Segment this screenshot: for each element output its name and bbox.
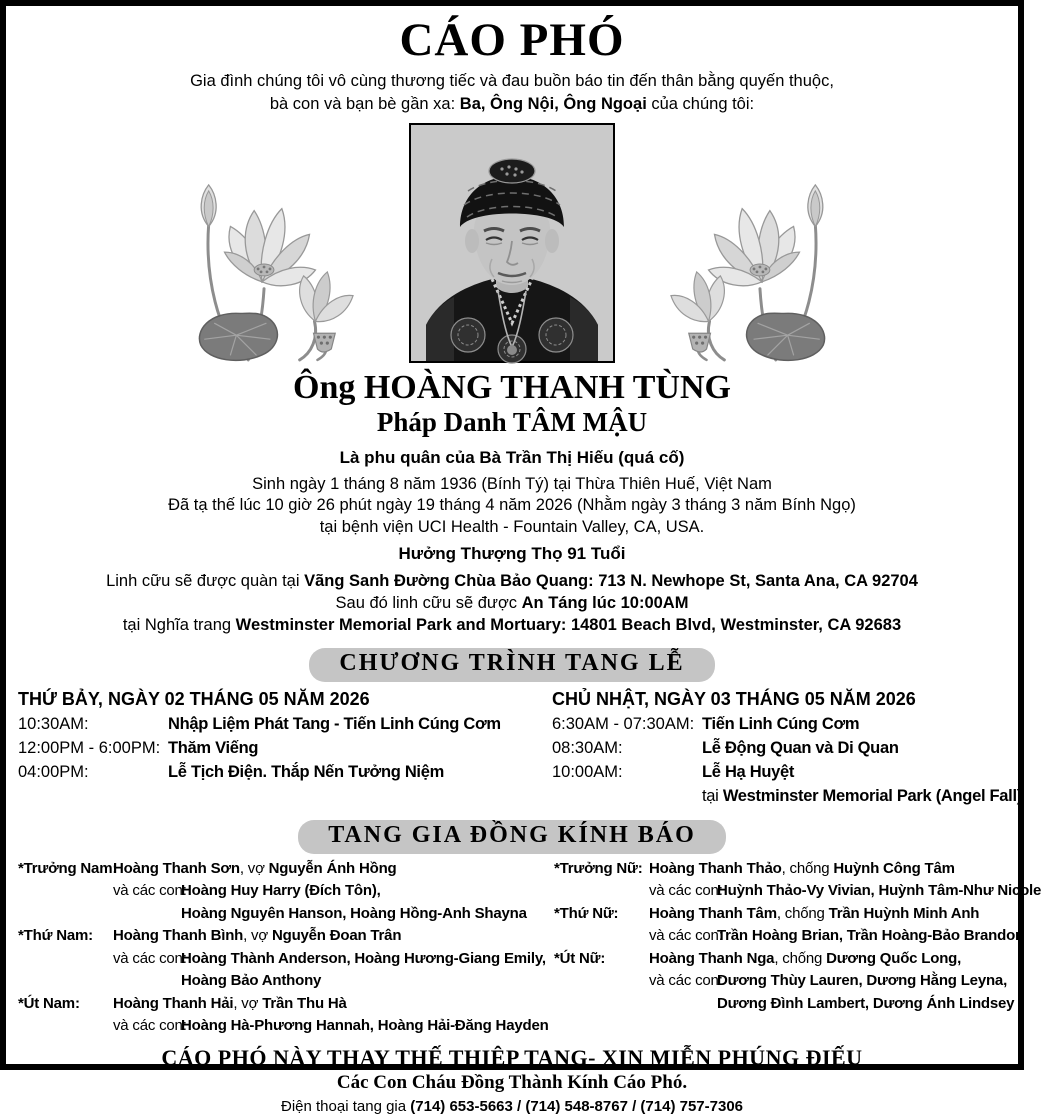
lotus-left-image (179, 165, 357, 363)
footer-notice: CÁO PHÓ NÀY THAY THẾ THIỆP TANG- XIN MIỄN PHÚNG ĐIẾU (161, 1044, 863, 1070)
children-label: và các con: (113, 1017, 187, 1035)
dharma-name: Pháp Danh TÂM MẬU (376, 406, 648, 437)
children-label: và các con: (649, 882, 723, 900)
family-label-spacer (18, 880, 113, 903)
children-line: Hoàng Nguyên Hanson, Hoàng Hồng-Anh Shayna (181, 904, 527, 922)
services-location-text (6, 571, 1018, 636)
children-line: Hoàng Thành Anderson, Hoàng Hương-Giang Emily, (181, 949, 546, 967)
intro-text (6, 70, 1018, 115)
family-entry-main-row (18, 925, 554, 948)
family-column-left (18, 858, 554, 1038)
event-name: Thăm Viếng (168, 738, 259, 757)
family-children-row (18, 1015, 554, 1038)
lotus-right-image (667, 165, 845, 363)
children-line: Hoàng Hà-Phương Hannah, Hoàng Hải-Đăng Hayden (181, 1017, 549, 1035)
program-section (6, 682, 1022, 809)
family-label-spacer (18, 948, 113, 971)
family-entry-names: Hoàng Thanh Hải, vợ Trần Thu Hà (113, 994, 347, 1012)
children-line: Dương Thùy Lauren, Dương Hằng Leyna, (717, 972, 1008, 990)
children-label: và các con: (113, 949, 187, 967)
family-entry (554, 903, 1041, 948)
event-time: 10:30AM: (18, 714, 89, 733)
cemetery-line: tại Nghĩa trang Westminster Memorial Park and Mortuary: 14801 Beach Blvd, Westminster, CA 92683 (122, 615, 902, 634)
family-entry (554, 948, 1041, 1016)
footer-signoff: Các Con Cháu Đồng Thành Kính Cáo Phó. (336, 1071, 688, 1093)
program-day-title: THỨ BẢY, NGÀY 02 THÁNG 05 NĂM 2026 (18, 688, 370, 709)
footer (6, 1045, 1018, 1115)
event-location: tại Westminster Memorial Park (Angel Fall) (702, 787, 1022, 806)
children-label: và các con: (649, 972, 723, 990)
children-label: và các con: (649, 927, 723, 945)
spouse-line: Là phu quân của Bà Trần Thị Hiếu (quá cố) (339, 447, 685, 467)
family-entry-label: *Út Nữ: (554, 949, 606, 967)
program-day-title: CHỦ NHẬT, NGÀY 03 THÁNG 05 NĂM 2026 (552, 688, 916, 709)
family-entry-names: Hoàng Thanh Thảo, chống Huỳnh Công Tâm (649, 859, 955, 877)
family-entry-names: Hoàng Thanh Sơn, vợ Nguyễn Ánh Hồng (113, 859, 397, 877)
children-line: Trần Hoàng Brian, Trần Hoàng-Bảo Brandon (717, 927, 1025, 945)
program-event-row (552, 760, 1022, 784)
death-place-line: tại bệnh viện UCI Health - Fountain Valley, CA, USA. (319, 517, 705, 536)
page-title: CÁO PHÓ (399, 14, 625, 66)
deceased-name: Ông HOÀNG THANH TÙNG (293, 368, 731, 406)
family-entry-label: *Thứ Nữ: (554, 904, 619, 922)
family-children-row (18, 948, 554, 971)
family-children-row (18, 880, 554, 903)
event-name: Lễ Tịch Điện. Thắp Nến Tưởng Niệm (168, 763, 444, 782)
family-entry-main-row (554, 948, 1041, 971)
intro-line-2: bà con và bạn bè gần xa: Ba, Ông Nội, Ông Ngoại của chúng tôi: (269, 94, 755, 113)
family-entry (554, 858, 1041, 903)
family-entry-main-row (18, 993, 554, 1016)
children-line: Hoàng Huy Harry (Đích Tôn), (181, 882, 381, 900)
footer-phone-line: Điện thoại tang gia (714) 653-5663 / (714) 548-8767 / (714) 757-7306 (281, 1097, 743, 1115)
children-line: Dương Đình Lambert, Dương Ánh Lindsey (717, 994, 1015, 1012)
family-entry-label: *Trưởng Nam: (18, 859, 118, 877)
program-event-row (18, 712, 552, 736)
event-time: 08:30AM: (552, 738, 623, 757)
death-line: Đã tạ thế lúc 10 giờ 26 phút ngày 19 tháng 4 năm 2026 (Nhằm ngày 3 tháng 3 năm Bính Ngọ) (168, 496, 856, 515)
age-line: Hưởng Thượng Thọ 91 Tuổi (398, 544, 626, 564)
intro-line-1: Gia đình chúng tôi vô cùng thương tiếc và đau buồn báo tin đến thân bằng quyến thuộc, (190, 72, 834, 91)
burial-line: Sau đó linh cữu sẽ được An Táng lúc 10:00AM (335, 593, 689, 612)
family-header-pill: TANG GIA ĐỒNG KÍNH BÁO (298, 820, 726, 854)
family-section (6, 854, 1041, 1038)
children-label: và các con: (113, 882, 187, 900)
event-name: Nhập Liệm Phát Tang - Tiến Linh Cúng Cơm (168, 714, 501, 733)
family-entry-names: Hoàng Thanh Nga, chống Dương Quốc Long, (649, 949, 962, 967)
photo-row (6, 123, 1018, 363)
family-entry-label: *Thứ Nam: (18, 927, 93, 945)
family-label-spacer (554, 925, 649, 948)
family-children-row (554, 880, 1041, 903)
event-time: 04:00PM: (18, 763, 89, 782)
family-label-spacer (554, 880, 649, 903)
family-entry-names: Hoàng Thanh Bình, vợ Nguyễn Đoan Trân (113, 927, 402, 945)
family-entry-main-row (18, 858, 554, 881)
family-entry-label: *Út Nam: (18, 994, 80, 1012)
family-label-spacer (554, 970, 649, 993)
program-day-sunday (552, 687, 1022, 809)
repose-line: Linh cữu sẽ được quàn tại Vãng Sanh Đường Chùa Bảo Quang: 713 N. Newhope St, Santa Ana, CA 92704 (106, 572, 918, 591)
program-event-row (552, 712, 1022, 736)
family-entry-main-row (554, 858, 1041, 881)
family-entry-names: Hoàng Thanh Tâm, chống Trần Huỳnh Minh Anh (649, 904, 980, 922)
event-time: 12:00PM - 6:00PM: (18, 738, 161, 757)
family-entry-label: *Trưởng Nữ: (554, 859, 643, 877)
event-time: 10:00AM: (552, 763, 623, 782)
event-name: Tiến Linh Cúng Cơm (702, 714, 860, 733)
bio-text (6, 474, 1018, 538)
family-label-spacer (18, 1015, 113, 1038)
birth-line: Sinh ngày 1 tháng 8 năm 1936 (Bính Tý) tại Thừa Thiên Huế, Việt Nam (252, 474, 772, 493)
family-column-right (554, 858, 1041, 1038)
event-time-spacer (552, 784, 702, 808)
program-event-row (552, 736, 1022, 760)
program-event-row (18, 760, 552, 784)
family-entry (18, 925, 554, 993)
family-entry-main-row (554, 903, 1041, 926)
program-day-saturday (18, 687, 552, 809)
event-name: Lễ Động Quan và Di Quan (702, 738, 899, 757)
family-children-row (554, 970, 1041, 993)
event-name: Lễ Hạ Huyệt (702, 763, 795, 782)
family-entry (18, 858, 554, 926)
program-header-pill: CHƯƠNG TRÌNH TANG LỄ (309, 648, 714, 682)
children-line: Hoàng Bảo Anthony (181, 972, 322, 990)
portrait-photo (409, 123, 615, 363)
event-time: 6:30AM - 07:30AM: (552, 714, 695, 733)
program-location-row (552, 784, 1022, 808)
family-entry (18, 993, 554, 1038)
children-line: Huỳnh Thảo-Vy Vivian, Huỳnh Tâm-Như Nicole (717, 882, 1041, 900)
program-event-row (18, 736, 552, 760)
family-children-row (554, 925, 1041, 948)
